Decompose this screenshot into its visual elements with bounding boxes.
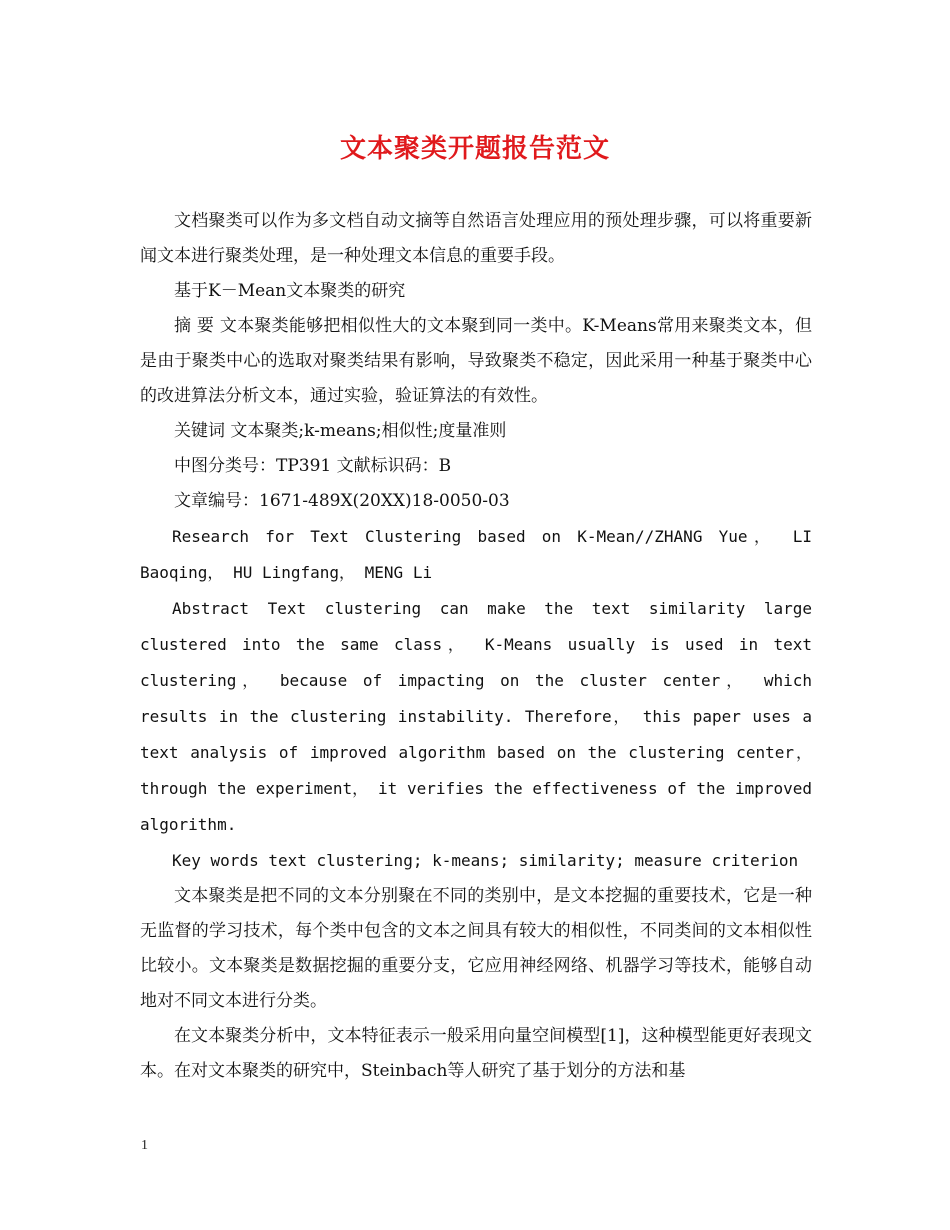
paragraph-classification: 中图分类号：TP391 文献标识码：B	[174, 456, 452, 476]
document-title: 文本聚类开题报告范文	[339, 134, 610, 164]
paragraph-article-number: 文章编号：1671-489X(20XX)18-0050-03	[174, 491, 510, 511]
paragraph-title-en: Research for Text Clustering based on K-Mean//ZHANG Yue， LI Baoqing， HU Lingfang， MENG Li	[140, 527, 813, 582]
paragraph-body-1: 文本聚类是把不同的文本分别聚在不同的类别中，是文本挖掘的重要技术，它是一种无监督的学习技术，每个类中包含的文本之间具有较大的相似性，不同类间的文本相似性比较小。文本聚类是数据挖掘的重要分支，它应用神经网络、机器学习等技术，能够自动地对不同文本进行分类。	[140, 886, 812, 1011]
page-number: 1	[141, 1138, 148, 1153]
paragraph-keywords-cn: 关键词 文本聚类;k-means;相似性;度量准则	[174, 421, 507, 441]
paragraph-abstract-cn: 摘 要 文本聚类能够把相似性大的文本聚到同一类中。K-Means常用来聚类文本，但是由于聚类中心的选取对聚类结果有影响，导致聚类不稳定，因此采用一种基于聚类中心的改进算法分析文本，通过实验，验证算法的有效性。	[140, 316, 812, 406]
paragraph-abstract-en: Abstract Text clustering can make the text similarity large clustered into the same class， K-Means usually is used in text clustering， because of impacting on the cluster center， which results in the clustering instability. Therefore， this paper uses a text analysis of improved algorithm based on the clustering center， through the experiment， it verifies the effectiveness of the improved algorithm.	[140, 599, 812, 834]
paragraph-body-2: 在文本聚类分析中，文本特征表示一般采用向量空间模型[1]，这种模型能更好表现文本。在对文本聚类的研究中，Steinbach等人研究了基于划分的方法和基	[140, 1026, 812, 1081]
paragraph-keywords-en: Key words text clustering; k-means; similarity; measure criterion	[172, 851, 799, 870]
paragraph-paper-title: 基于K－Mean文本聚类的研究	[174, 281, 406, 301]
document-body	[140, 204, 812, 1089]
paragraph-intro: 文档聚类可以作为多文档自动文摘等自然语言处理应用的预处理步骤，可以将重要新闻文本进行聚类处理，是一种处理文本信息的重要手段。	[140, 211, 812, 266]
